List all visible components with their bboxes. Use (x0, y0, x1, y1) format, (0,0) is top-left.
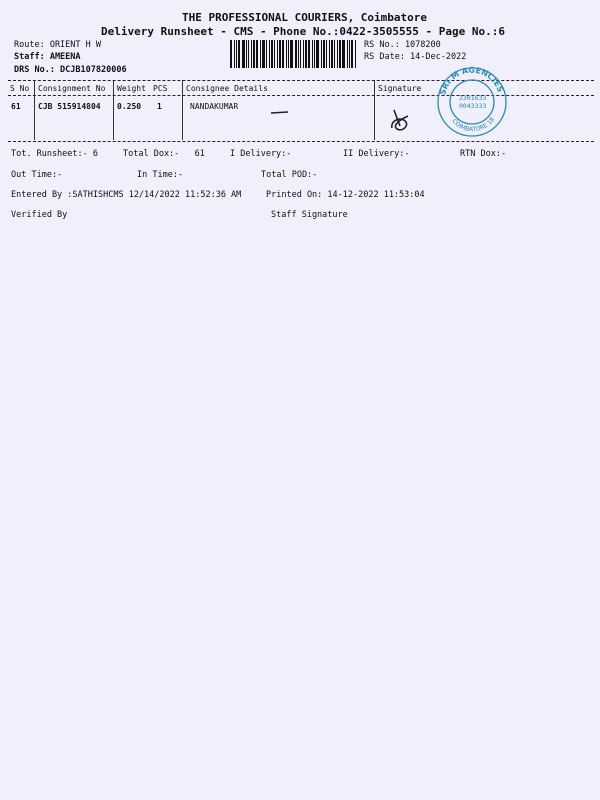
svg-text:SRI M AGENCIES (438, 66, 505, 96)
header-signature: Signature (378, 84, 422, 93)
barcode-bar (236, 40, 237, 68)
rs-number: RS No.: 1078200 (364, 40, 441, 50)
staff-label: Staff: AMEENA (14, 52, 81, 62)
barcode-bar (314, 40, 315, 68)
barcode-bar (337, 40, 338, 68)
stamp-code-2: 0043333 (459, 102, 487, 110)
stamp-code-1: 2301633 (459, 94, 487, 102)
barcode-bar (274, 40, 275, 68)
drs-number: DRS No.: DCJB107820006 (14, 65, 127, 75)
header-sno: S No (10, 84, 30, 93)
first-delivery: I Delivery:- (230, 149, 292, 159)
barcode-bar (323, 40, 325, 68)
rtn-dox: RTN Dox:- (460, 149, 507, 159)
barcode-bar (279, 40, 281, 68)
barcode-bar (295, 40, 297, 68)
barcode-bar (248, 40, 249, 68)
total-dox: Total Dox:- 61 (123, 149, 205, 159)
barcode-bar (282, 40, 284, 68)
row-pcs: 1 (157, 102, 162, 111)
staff-signature-label: Staff Signature (271, 210, 348, 220)
table-bottom-divider (8, 141, 594, 142)
barcode-bar (339, 40, 341, 68)
route-label: Route: ORIENT H W (14, 40, 101, 50)
barcode-bar (321, 40, 322, 68)
row-weight: 0.250 (117, 102, 142, 111)
barcode-bar (351, 40, 353, 68)
barcode-bar (260, 40, 261, 68)
column-divider (34, 80, 35, 140)
barcode-bar (277, 40, 278, 68)
barcode-bar (262, 40, 265, 68)
barcode-bar (347, 40, 348, 68)
header-weight: Weight (117, 84, 146, 93)
header-pcs: PCS (153, 84, 168, 93)
stamp-bottom-text: COIMBATORE 18 (450, 116, 497, 134)
stamp-top-text: SRI M AGENCIES (438, 66, 505, 96)
barcode-bar (334, 40, 335, 68)
second-delivery: II Delivery:- (343, 149, 410, 159)
barcode-bar (286, 40, 287, 68)
barcode-bar (329, 40, 330, 68)
barcode-bar (234, 40, 235, 68)
barcode-bar (230, 40, 232, 68)
barcode-bar (355, 40, 356, 68)
column-divider (374, 80, 375, 140)
barcode-bar (246, 40, 247, 68)
header-consignment: Consignment No (38, 84, 106, 93)
column-divider (182, 80, 183, 140)
barcode-bar (256, 40, 258, 68)
runsheet-title: Delivery Runsheet - CMS - Phone No.:0422-3505555 - Page No.:6 (101, 25, 505, 38)
out-time: Out Time:- (11, 170, 63, 180)
total-pod: Total POD:- (261, 170, 318, 180)
in-time: In Time:- (137, 170, 184, 180)
column-divider (113, 80, 114, 140)
barcode-bar (288, 40, 289, 68)
barcode-bar (349, 40, 350, 68)
handwritten-signature (386, 106, 416, 136)
barcode-bar (251, 40, 252, 68)
row-consignee: NANDAKUMAR (190, 102, 239, 111)
barcode-bar (342, 40, 345, 68)
barcode-bar (331, 40, 333, 68)
barcode-bar (326, 40, 327, 68)
consignee-pen-mark (270, 110, 290, 116)
barcode (230, 40, 358, 68)
barcode-bar (271, 40, 273, 68)
verified-by: Verified By (11, 210, 68, 220)
barcode-bar (316, 40, 319, 68)
agency-stamp (433, 66, 511, 138)
barcode-bar (242, 40, 245, 68)
barcode-bar (303, 40, 304, 68)
barcode-bar (290, 40, 293, 68)
company-title: THE PROFESSIONAL COURIERS, Coimbatore (182, 11, 428, 24)
barcode-bar (266, 40, 267, 68)
barcode-bar (298, 40, 299, 68)
barcode-bar (253, 40, 255, 68)
rs-date: RS Date: 14-Dec-2022 (364, 52, 467, 62)
barcode-bar (238, 40, 240, 68)
barcode-bar (312, 40, 313, 68)
barcode-bar (300, 40, 301, 68)
barcode-bar (308, 40, 310, 68)
row-consignment: CJB 515914804 (38, 102, 101, 111)
entered-by: Entered By :SATHISHCMS 12/14/2022 11:52:36 AM (11, 190, 242, 200)
barcode-bar (305, 40, 307, 68)
total-runsheet: Tot. Runsheet:- 6 (11, 149, 98, 159)
row-sno: 61 (11, 102, 21, 111)
header-consignee: Consignee Details (186, 84, 268, 93)
printed-on: Printed On: 14-12-2022 11:53:04 (266, 190, 425, 200)
barcode-bar (269, 40, 270, 68)
